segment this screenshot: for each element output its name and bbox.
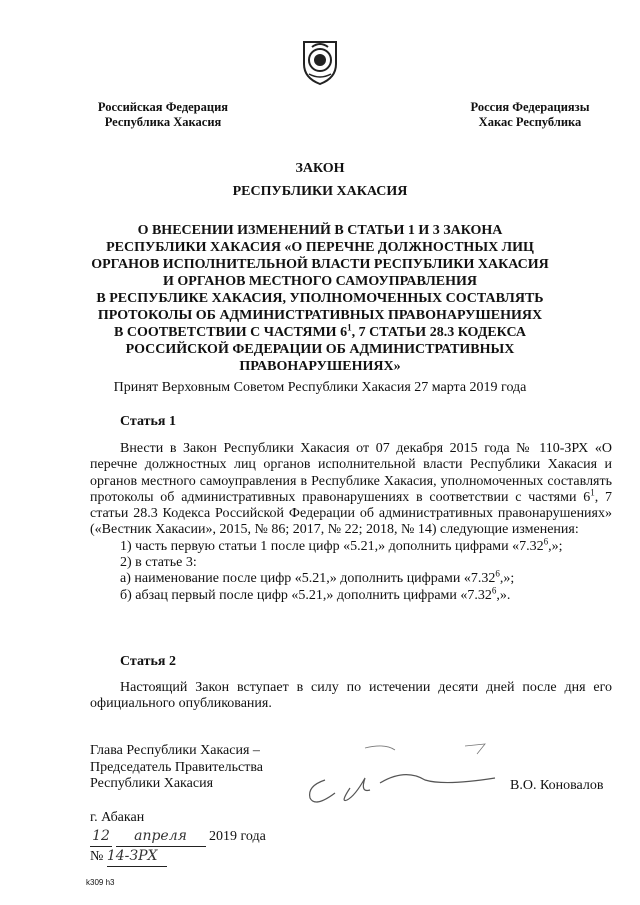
article-1-body: Внести в Закон Республики Хакасия от 07 декабря 2015 года № 110-ЗРХ «О перечне должностных лиц органов исполнительной власти Республики Хакасия и органов местного самоуправления в Республике Хакасия, уполномоченных составлять протоколы об административных правонарушениях в соответствии с частями $6^1$, 7 статьи 28.3 Кодекса Российской Федерации об административных правонарушениях» («Вестник Хакасии», 2015, № 86; 2017, № 22; 2018, № 14) следующие изменения: 1) часть первую статьи 1 после цифр «5.21,» дополнить цифрами «7.32$^6$,»; 2) в статье 3: а) наименование после цифр «5.21,» дополнить цифрами «7.32$^6$,»; б) абзац первый после цифр «5.21,» дополнить цифрами «7.32$^6$,». [90, 441, 613, 603]
footer-code: k309 h3 [86, 878, 115, 887]
date-year: 2019 года [209, 829, 266, 844]
law-subtitle: О ВНЕСЕНИИ ИЗМЕНЕНИЙ В СТАТЬИ 1 И 3 ЗАКОНА РЕСПУБЛИКИ ХАКАСИЯ «О ПЕРЕЧНЕ ДОЛЖНОСТНЫХ ЛИЦ ОРГАНОВ ИСПОЛНИТЕЛЬНОЙ ВЛАСТИ РЕСПУБЛИКИ ХАКАСИЯ И ОРГАНОВ МЕСТНОГО САМОУПРАВЛЕНИЯ В РЕСПУБЛИКЕ ХАКАСИЯ, УПОЛНОМОЧЕННЫХ СОСТАВЛЯТЬ ПРОТОКОЛЫ ОБ АДМИНИСТРАТИВНЫХ ПРАВОНАРУШЕНИЯХ В СООТВЕТСТВИИ С ЧАСТЯМИ $6^1$, 7 СТАТЬИ 28.3 КОДЕКСА РОССИЙСКОЙ ФЕДЕРАЦИИ ОБ АДМИНИСТРАТИВНЫХ ПРАВОНАРУШЕНИЯХ» [91, 223, 549, 374]
handwritten-signature [295, 738, 510, 818]
country-kjh: Россия Федерациязы [470, 100, 590, 114]
republic-kjh: Хакас Республика [478, 115, 582, 129]
header-right [450, 100, 610, 130]
date-day: 12 [90, 827, 112, 847]
country-ru: Российская Федерация [97, 100, 229, 114]
place-date-block [90, 808, 266, 867]
law-title: ЗАКОН РЕСПУБЛИКИ ХАКАСИЯ [232, 161, 408, 199]
signatory-name: В.О. Коновалов [510, 778, 604, 793]
date-line [90, 827, 266, 847]
law-number: № 14-ЗРХ [90, 847, 266, 867]
adopted-line: Принят Верховным Советом Республики Хакасия 27 марта 2019 года [113, 380, 527, 395]
article-2-body: Настоящий Закон вступает в силу по истечении десяти дней после дня его официального опубликования. [90, 680, 612, 712]
article-1-heading: Статья 1 [120, 414, 176, 429]
header-left [78, 100, 248, 130]
city: г. Абакан [90, 810, 145, 825]
republic-ru: Республика Хакасия [104, 115, 222, 129]
coat-of-arms-icon [300, 38, 340, 86]
article-2-heading: Статья 2 [120, 654, 176, 669]
date-month: апреля [116, 827, 206, 847]
signatory-title: Глава Республики Хакасия – Председатель Правительства Республики Хакасия [90, 743, 263, 791]
